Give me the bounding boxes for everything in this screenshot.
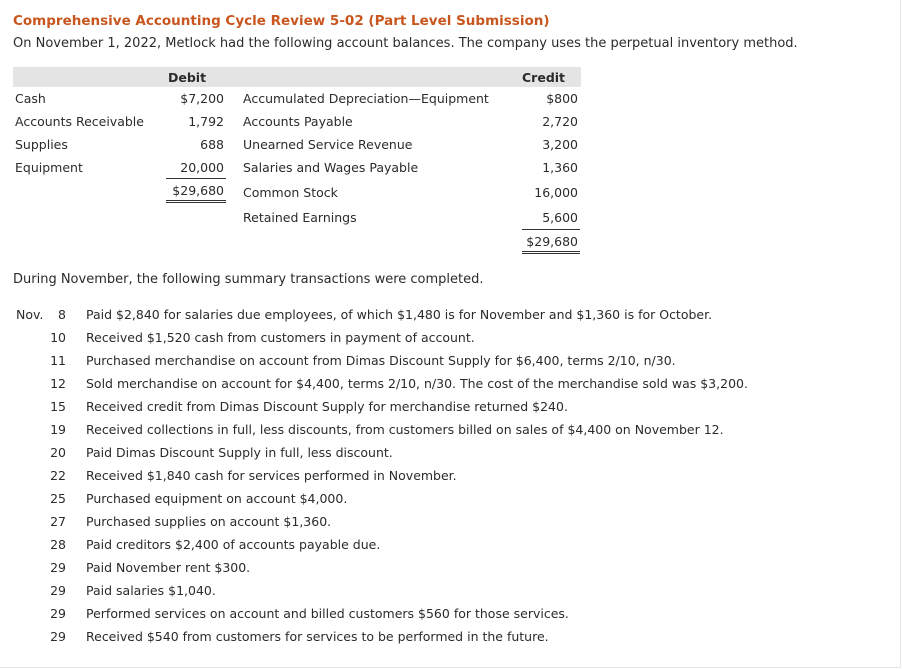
transaction-text: Paid creditors $2,400 of accounts payable due. [86,537,381,552]
transaction-text: Sold merchandise on account for $4,400, terms 2/10, n/30. The cost of the merchandise sold was $3,200. [86,376,748,391]
transaction-day: 15 [50,399,66,414]
debit-account-name: Equipment [15,160,83,175]
debit-account-name: Accounts Receivable [15,114,144,129]
debit-account-amount: 20,000 [180,160,224,175]
debit-account-name: Cash [15,91,46,106]
transaction-text: Paid November rent $300. [86,560,251,575]
credit-account-name: Salaries and Wages Payable [243,160,419,175]
transaction-day: 12 [50,376,66,391]
credit-account-amount: 2,720 [542,114,578,129]
debit-subtotal-rule [166,178,226,179]
credit-account-name: Retained Earnings [243,210,357,225]
transaction-day: 29 [50,560,66,575]
transaction-day: 20 [50,445,66,460]
debit-total-double-rule [166,200,226,203]
credit-account-amount: 1,360 [542,160,578,175]
credit-account-amount: $800 [546,91,578,106]
transaction-text: Purchased supplies on account $1,360. [86,514,332,529]
credit-account-name: Accounts Payable [243,114,353,129]
debit-account-amount: 1,792 [188,114,224,129]
transaction-text: Paid salaries $1,040. [86,583,216,598]
credit-header: Credit [522,70,566,85]
transaction-day: 27 [50,514,66,529]
transaction-text: Performed services on account and billed customers $560 for those services. [86,606,569,621]
credit-subtotal-rule [522,229,580,230]
page-title: Comprehensive Accounting Cycle Review 5-02 (Part Level Submission) [13,13,550,29]
transaction-text: Paid $2,840 for salaries due employees, of which $1,480 is for November and $1,360 is for October. [86,307,713,322]
transaction-day: 10 [50,330,66,345]
credit-account-name: Accumulated Depreciation—Equipment [243,91,489,106]
debit-header: Debit [168,70,207,85]
transaction-text: Purchased merchandise on account from Dimas Discount Supply for $6,400, terms 2/10, n/30. [86,353,676,368]
table-header-bar [13,67,581,87]
credit-account-amount: 16,000 [534,185,578,200]
transaction-text: Received $1,520 cash from customers in payment of account. [86,330,475,345]
transaction-text: Received credit from Dimas Discount Supply for merchandise returned $240. [86,399,568,414]
transactions-intro: During November, the following summary transactions were completed. [13,272,484,287]
transaction-day: 22 [50,468,66,483]
transaction-day: 8 [58,307,66,322]
transaction-text: Received collections in full, less discounts, from customers billed on sales of $4,400 on November 12. [86,422,724,437]
transaction-text: Purchased equipment on account $4,000. [86,491,348,506]
transaction-text: Paid Dimas Discount Supply in full, less discount. [86,445,393,460]
credit-account-name: Unearned Service Revenue [243,137,413,152]
credit-account-amount: 3,200 [542,137,578,152]
credit-account-amount: 5,600 [542,210,578,225]
debit-account-amount: $7,200 [180,91,224,106]
transaction-day: 29 [50,606,66,621]
credit-total: $29,680 [526,234,578,249]
transaction-day: 11 [50,353,66,368]
credit-account-name: Common Stock [243,185,338,200]
transaction-day: 29 [50,583,66,598]
debit-total: $29,680 [172,183,224,198]
transaction-day: 29 [50,629,66,644]
transaction-text: Received $1,840 cash for services performed in November. [86,468,457,483]
credit-total-double-rule [522,251,580,254]
transaction-day: 19 [50,422,66,437]
transaction-text: Received $540 from customers for services to be performed in the future. [86,629,549,644]
transaction-day: 25 [50,491,66,506]
debit-account-amount: 688 [200,137,224,152]
transaction-day: 28 [50,537,66,552]
month-label: Nov. [16,307,44,322]
intro-text: On November 1, 2022, Metlock had the following account balances. The company uses the perpetual inventory method. [13,36,798,51]
debit-account-name: Supplies [15,137,68,152]
